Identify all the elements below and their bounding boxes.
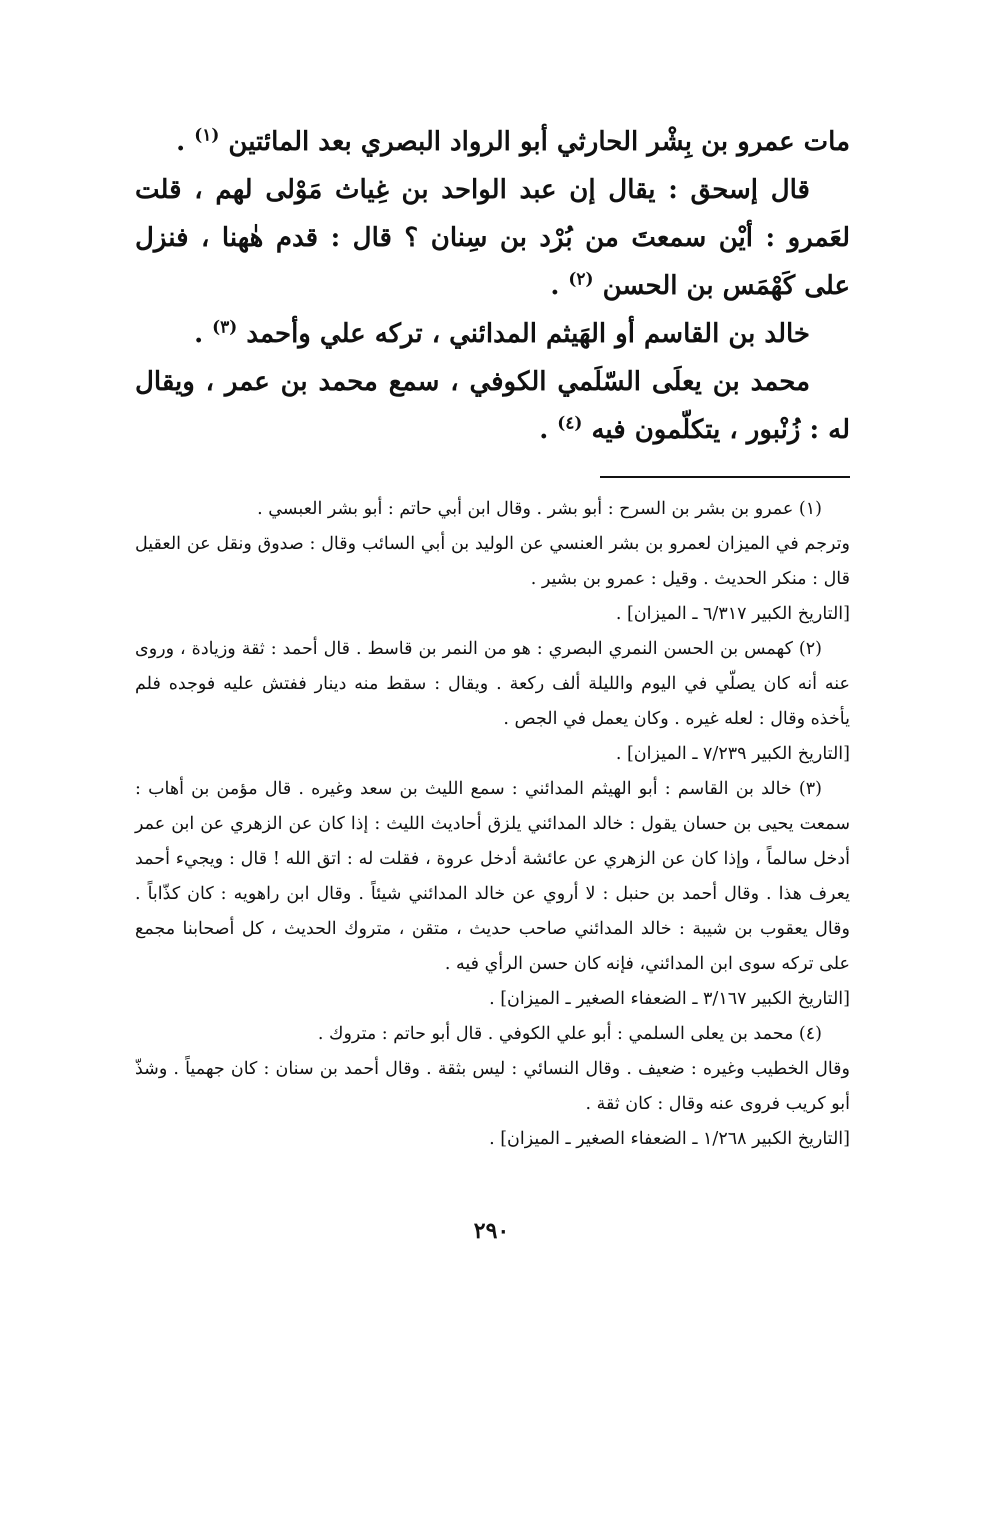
- footnote-citation: [التاريخ الكبير ٣/١٦٧ ـ الضعفاء الصغير ـ الميزان] .: [489, 989, 850, 1009]
- main-paragraph: محمد بن يعلَى السّلَمي الكوفي ، سمع محمد بن عمر ، ويقال له : زُنْبور ، يتكلّمون فيه $^{(٤)}$ .: [135, 367, 850, 445]
- footnote-line: (٢) كهمس بن الحسن النمري البصري : هو من النمر بن قاسط . قال أحمد : ثقة وزيادة ، وروى عنه أنه كان يصلّي في اليوم والليلة ألف ركعة . ويقال : سقط منه دينار ففتش عليه فوجده فلم يأخذه وقال : لعله غيره . وكان يعمل في الجص .: [135, 639, 850, 729]
- footnote-citation: [التاريخ الكبير ١/٢٦٨ ـ الضعفاء الصغير ـ الميزان] .: [489, 1129, 850, 1149]
- footnote-line: (١) عمرو بن بشر بن السرح : أبو بشر . وقال ابن أبي حاتم : أبو بشر العبسي .: [257, 499, 822, 519]
- footnote-ref[interactable]: (١): [194, 124, 220, 145]
- page-content: [135, 118, 850, 1157]
- footnote-divider: [600, 476, 850, 478]
- footnote-line: (٤) محمد بن يعلى السلمي : أبو علي الكوفي . قال أبو حاتم : متروك .: [317, 1024, 822, 1044]
- footnote-line: وترجم في الميزان لعمرو بن بشر العنسي عن الوليد بن أبي السائب وقال : صدوق ونقل عن العقيل قال : منكر الحديث . وقيل : عمرو بن بشير .: [135, 534, 850, 589]
- footnote-ref[interactable]: (٤): [557, 412, 583, 433]
- main-text: [135, 118, 850, 454]
- footnote-citation: [التاريخ الكبير ٦/٣١٧ ـ الميزان] .: [615, 604, 850, 624]
- page-number: ٢٩٠: [473, 1218, 510, 1244]
- footnote-ref[interactable]: (٣): [212, 316, 238, 337]
- main-paragraph: خالد بن القاسم أو الهَيثم المدائني ، تركه علي وأحمد $^{(٣)}$ .: [194, 316, 810, 349]
- main-paragraph: قال إسحق : يقال إن عبد الواحد بن غِياث مَوْلى لهم ، قلت لعَمرو : أيْن سمعتَ من بُرْد بن سِنان ؟ قال : قدم هٰهنا ، فنزل على كَهْمَس بن الحسن $^{(٢)}$ .: [135, 175, 850, 301]
- footnote-line: (٣) خالد بن القاسم : أبو الهيثم المدائني : سمع الليث بن سعد وغيره . قال مؤمن بن أهاب : سمعت يحيى بن حسان يقول : خالد المدائني يلزق أحاديث الليث : إذا كان عن الزهري عن ابن عمر أدخل سالماً ، وإذا كان عن الزهري عن عائشة أدخل عروة ، فقلت له : اتق الله ! قال : ويجيء أحمد يعرف هذا . وقال أحمد بن حنبل : لا أروي عن خالد المدائني شيئاً . وقال ابن راهويه : كان كذّاباً . وقال يعقوب بن شيبة : خالد المدائني صاحب حديث ، متقن ، متروك الحديث ، كل أصحابنا مجمع على تركه سوى ابن المدائني، فإنه كان حسن الرأي فيه .: [135, 779, 850, 974]
- footnote-citation: [التاريخ الكبير ٧/٢٣٩ ـ الميزان] .: [615, 744, 850, 764]
- main-paragraph: مات عمرو بن بِشْر الحارثي أبو الرواد البصري بعد المائتين $^{(١)}$ .: [176, 124, 850, 157]
- footnote-line: وقال الخطيب وغيره : ضعيف . وقال النسائي : ليس بثقة . وقال أحمد بن سنان : كان جهمياً . وشذّ أبو كريب فروى عنه وقال : كان ثقة .: [135, 1059, 850, 1114]
- footnotes: [135, 492, 850, 1157]
- footnote-ref[interactable]: (٢): [568, 268, 594, 289]
